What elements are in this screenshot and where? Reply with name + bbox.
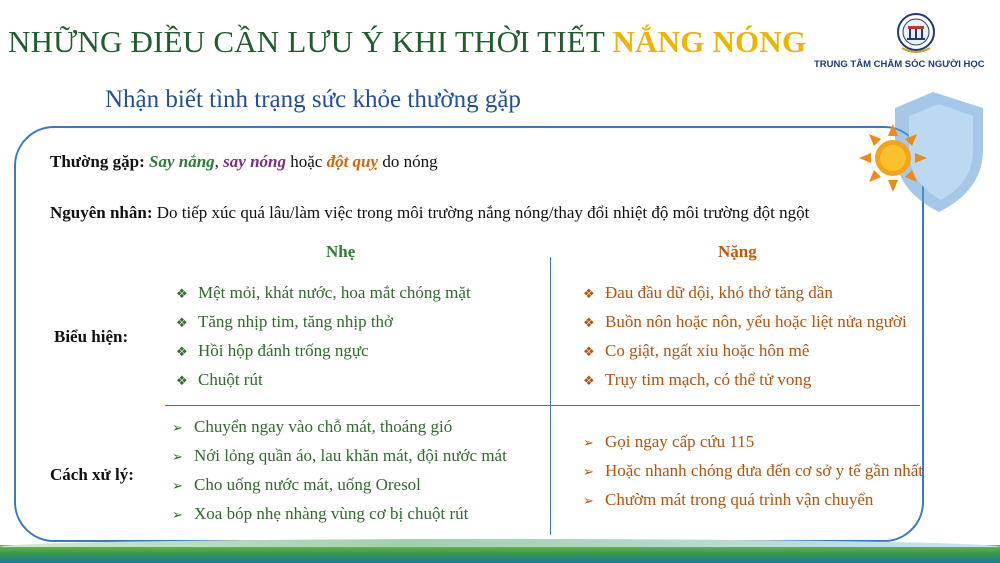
row-label-actions: Cách xử lý: <box>50 465 134 484</box>
column-header-severe: Nặng <box>718 242 757 261</box>
list-item <box>583 461 923 490</box>
list-item <box>176 312 471 341</box>
list-item-text: Đau đầu dữ dội, khó thở tăng dần <box>605 283 833 302</box>
arrow-bullet-icon: ➢ <box>583 494 594 509</box>
title-highlight: NẮNG NÓNG <box>612 24 807 59</box>
diamond-bullet-icon: ❖ <box>583 345 595 360</box>
list-item <box>172 504 507 533</box>
list-item-text: Cho uống nước mát, uống Oresol <box>194 475 421 494</box>
list-item-text: Hồi hộp đánh trống ngực <box>198 341 369 360</box>
mild-symptoms-list <box>176 283 471 399</box>
list-item <box>583 432 923 461</box>
severe-actions-list <box>583 432 923 519</box>
list-item <box>583 490 923 519</box>
list-item-text: Chuột rút <box>198 370 263 389</box>
list-item <box>176 341 471 370</box>
term-heat-exhaustion: say nóng <box>223 152 286 171</box>
list-item-text: Tăng nhịp tim, tăng nhịp thở <box>198 312 394 331</box>
column-divider <box>550 257 551 535</box>
common-mid: hoặc <box>285 152 327 171</box>
list-item <box>583 341 907 370</box>
list-item-text: Hoặc nhanh chóng đưa đến cơ sở y tế gần nhất <box>605 461 923 480</box>
list-item <box>583 283 907 312</box>
list-item <box>172 446 507 475</box>
list-item <box>583 312 907 341</box>
term-stroke: đột quỵ <box>326 152 379 171</box>
diamond-bullet-icon: ❖ <box>176 345 188 360</box>
cause-line <box>50 203 809 223</box>
arrow-bullet-icon: ➢ <box>583 436 594 451</box>
list-item <box>172 475 507 504</box>
cause-text: Do tiếp xúc quá lâu/làm việc trong môi trường nắng nóng/thay đổi nhiệt độ môi trường đột ngột <box>152 203 810 222</box>
list-item-text: Chườm mát trong quá trình vận chuyển <box>605 490 874 509</box>
diamond-bullet-icon: ❖ <box>583 316 595 331</box>
list-item-text: Xoa bóp nhẹ nhàng vùng cơ bị chuột rút <box>194 504 469 523</box>
diamond-bullet-icon: ❖ <box>176 287 188 302</box>
diamond-bullet-icon: ❖ <box>583 374 595 389</box>
list-item-text: Chuyển ngay vào chỗ mát, thoáng gió <box>194 417 453 436</box>
column-header-mild: Nhẹ <box>326 242 356 261</box>
list-item-text: Co giật, ngất xỉu hoặc hôn mê <box>605 341 810 360</box>
list-item <box>172 417 507 446</box>
row-divider <box>165 405 920 406</box>
list-item-text: Mệt mỏi, khát nước, hoa mắt chóng mặt <box>198 283 471 302</box>
diamond-bullet-icon: ❖ <box>176 374 188 389</box>
university-logo-icon <box>896 12 936 56</box>
arrow-bullet-icon: ➢ <box>583 465 594 480</box>
diamond-bullet-icon: ❖ <box>176 316 188 331</box>
list-item-text: Nới lỏng quần áo, lau khăn mát, đội nước mát <box>194 446 507 465</box>
common-tail: do nóng <box>378 152 438 171</box>
page-title <box>8 24 806 60</box>
arrow-bullet-icon: ➢ <box>172 421 183 436</box>
common-label: Thường gặp: <box>50 152 145 171</box>
list-item <box>176 370 471 399</box>
common-sep: , <box>214 152 224 171</box>
arrow-bullet-icon: ➢ <box>172 479 183 494</box>
common-conditions <box>50 152 438 172</box>
title-prefix: NHỮNG ĐIỀU CẦN LƯU Ý KHI THỜI TIẾT <box>8 24 613 59</box>
sun-shield-icon <box>855 88 995 218</box>
cause-label: Nguyên nhân: <box>50 203 153 222</box>
organization-name: TRUNG TÂM CHĂM SÓC NGƯỜI HỌC <box>814 59 985 70</box>
list-item <box>583 370 907 399</box>
list-item-text: Gọi ngay cấp cứu 115 <box>605 432 755 451</box>
term-heatstroke: Say nắng <box>148 152 215 171</box>
mild-actions-list <box>172 417 507 533</box>
row-label-symptoms: Biểu hiện: <box>54 327 129 346</box>
list-item-text: Trụy tim mạch, có thể tử vong <box>605 370 812 389</box>
footer-band <box>0 545 1000 563</box>
section-subtitle: Nhận biết tình trạng sức khỏe thường gặp <box>105 86 521 113</box>
severe-symptoms-list <box>583 283 907 399</box>
list-item <box>176 283 471 312</box>
list-item-text: Buồn nôn hoặc nôn, yếu hoặc liệt nửa người <box>605 312 907 331</box>
arrow-bullet-icon: ➢ <box>172 508 183 523</box>
diamond-bullet-icon: ❖ <box>583 287 595 302</box>
arrow-bullet-icon: ➢ <box>172 450 183 465</box>
